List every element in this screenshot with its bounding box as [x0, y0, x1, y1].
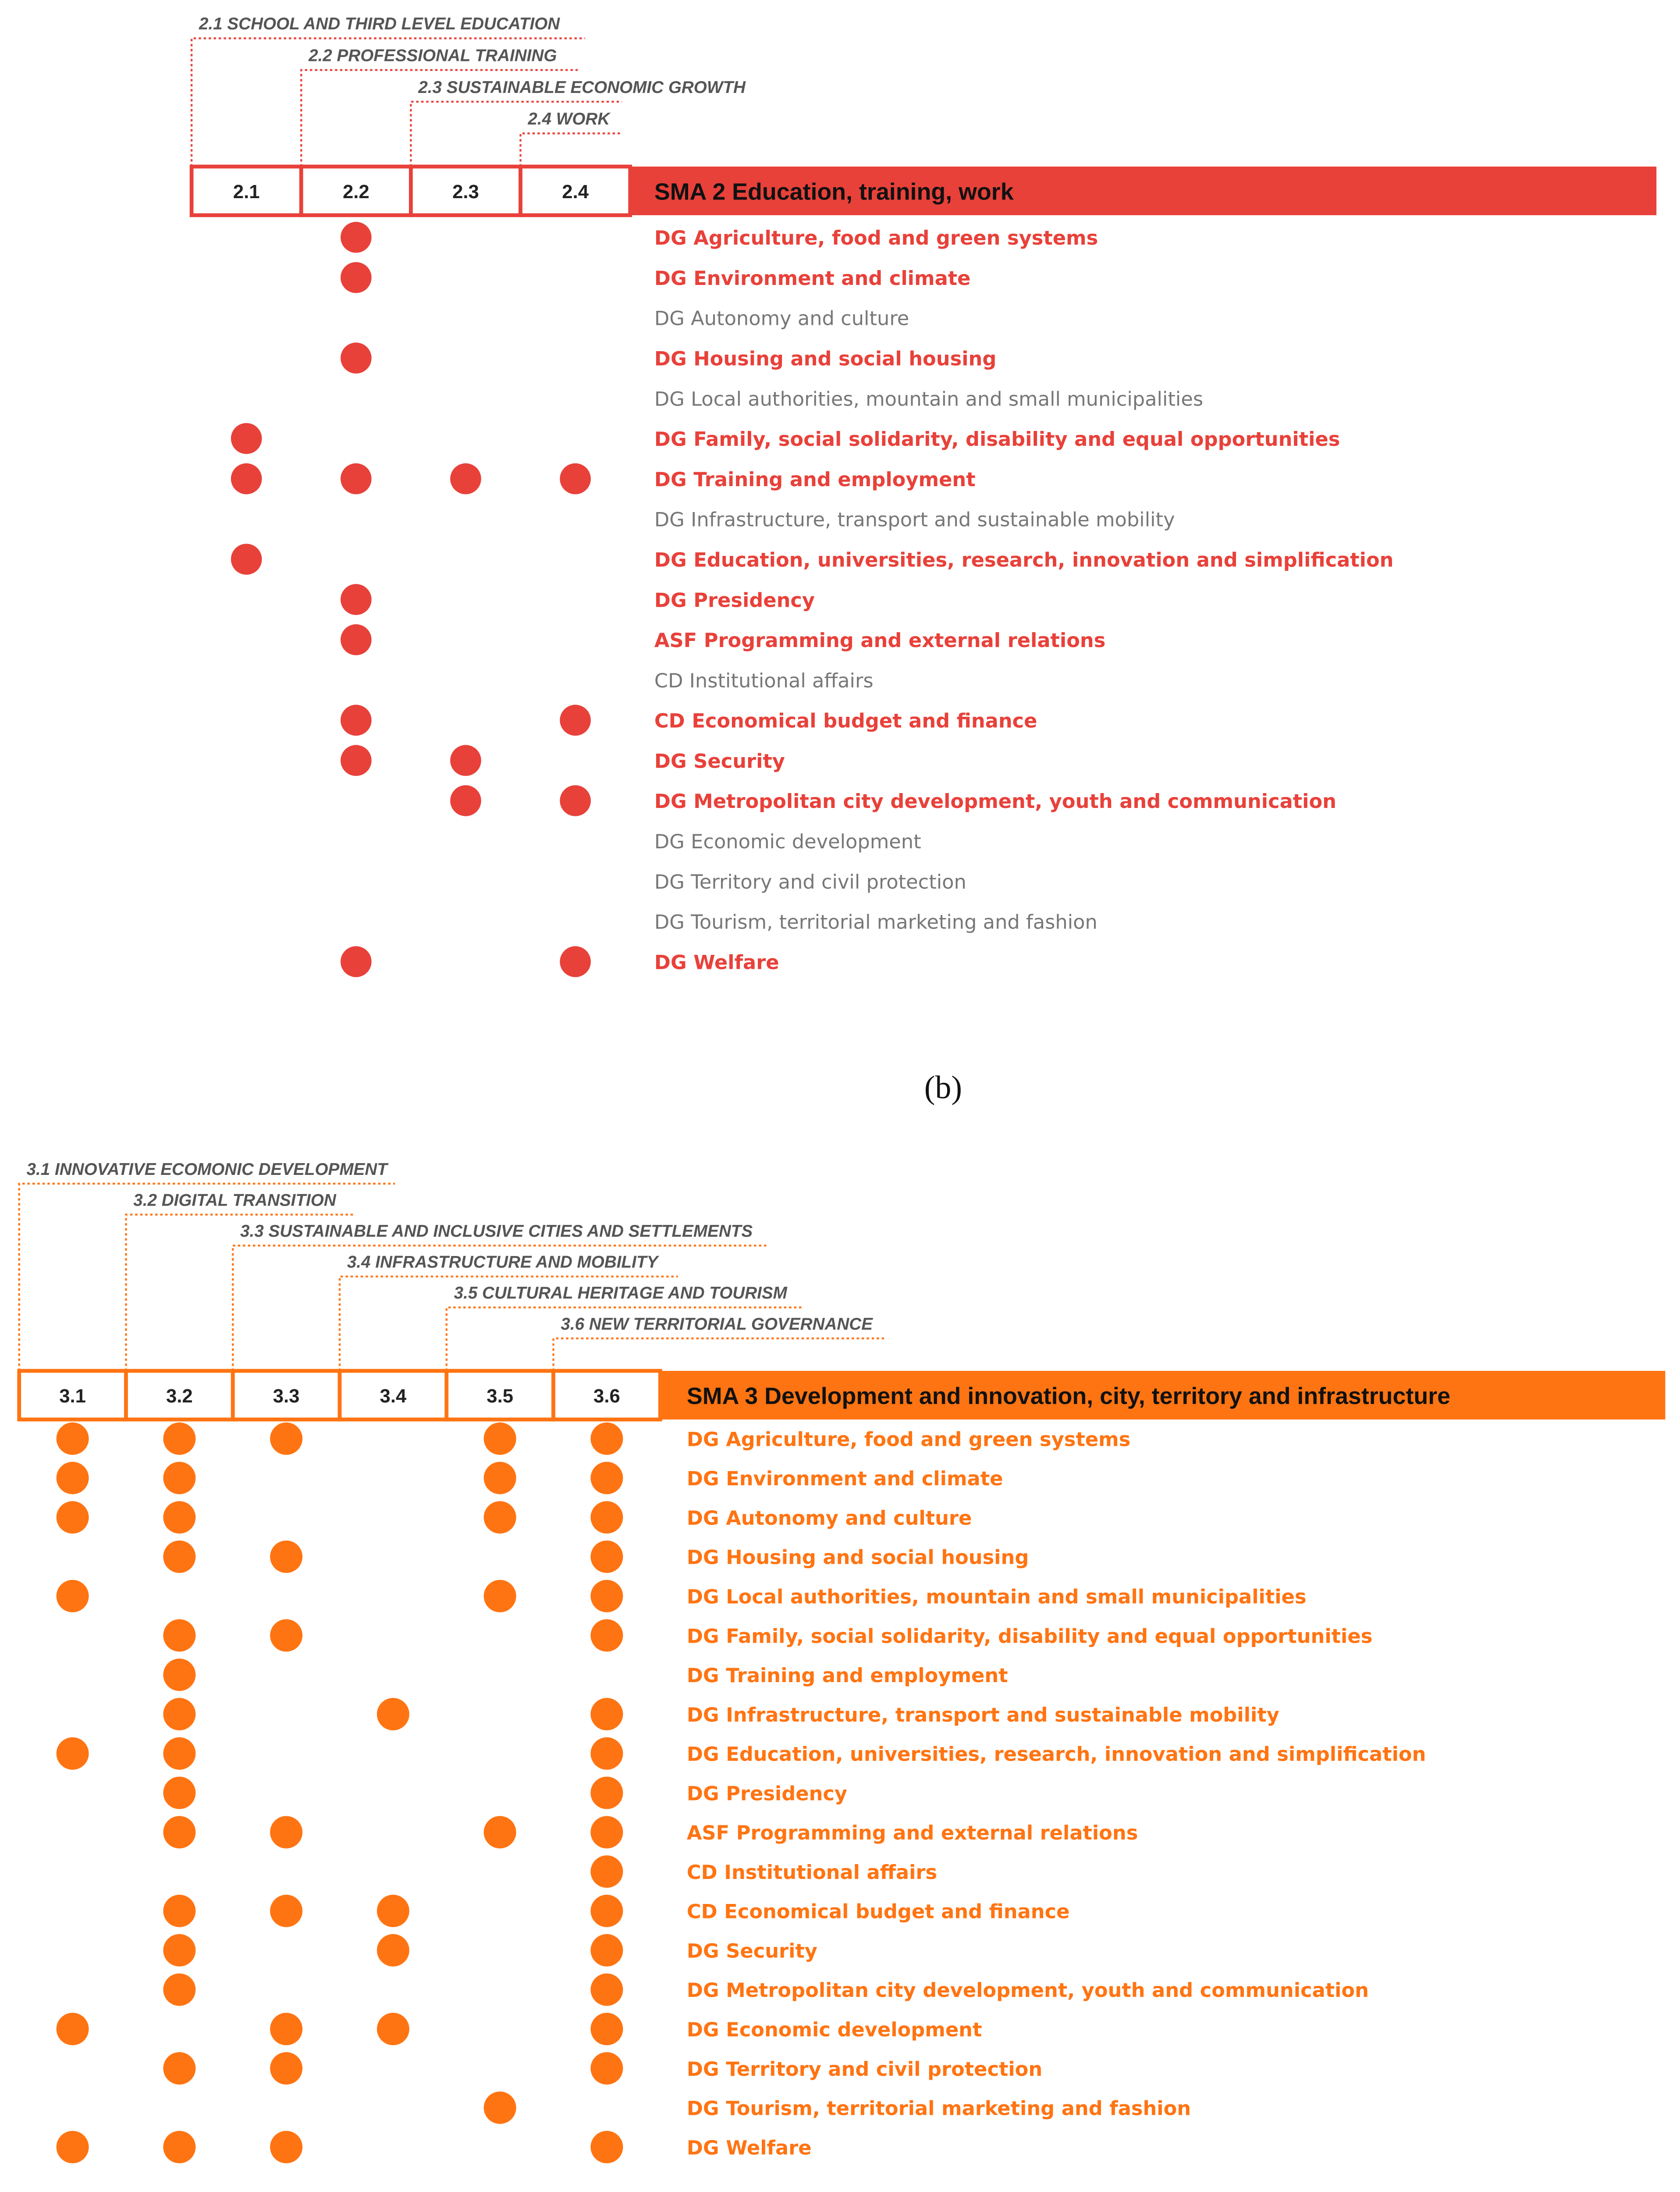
row-label: DG Welfare — [654, 950, 779, 974]
column-bracket-line — [554, 1338, 884, 1371]
matrix-dot — [270, 1619, 302, 1651]
matrix-dot — [341, 946, 372, 977]
panel-title: SMA 3 Development and innovation, city, territory and infrastructure — [686, 1383, 1451, 1409]
matrix-dot — [163, 1777, 195, 1809]
matrix-dot — [341, 262, 372, 293]
matrix-dot — [163, 1895, 195, 1927]
matrix-dot — [560, 463, 591, 495]
matrix-dot — [270, 1895, 302, 1927]
matrix-dot — [163, 1973, 195, 2006]
column-id: 3.2 — [166, 1385, 193, 1407]
matrix-dot — [560, 705, 591, 736]
row-label: ASF Programming and external relations — [654, 629, 1106, 652]
column-id: 2.4 — [562, 181, 589, 203]
row-label: DG Education, universities, research, innovation and simplification — [654, 548, 1394, 572]
column-label: 2.3 SUSTAINABLE ECONOMIC GROWTH — [418, 78, 746, 97]
matrix-dot — [163, 1619, 195, 1651]
matrix-dot — [590, 1737, 623, 1770]
panel-title: SMA 2 Education, training, work — [654, 178, 1014, 205]
matrix-dot — [57, 1501, 89, 1534]
panel-b — [192, 14, 1656, 1106]
row-label: DG Autonomy and culture — [686, 1506, 972, 1530]
matrix-dot — [163, 1658, 195, 1691]
row-label: DG Environment and climate — [654, 266, 971, 290]
matrix-dot — [590, 1501, 623, 1534]
panel-c — [19, 1160, 1666, 2192]
matrix-dot — [377, 2013, 409, 2045]
matrix-dot — [57, 1462, 89, 1494]
row-label: DG Metropolitan city development, youth and communication — [654, 790, 1337, 813]
matrix-dot — [590, 1423, 623, 1455]
row-label: DG Family, social solidarity, disability and equal opportunities — [686, 1624, 1373, 1648]
row-label: DG Agriculture, food and green systems — [686, 1427, 1131, 1451]
column-label: 2.1 SCHOOL AND THIRD LEVEL EDUCATION — [199, 14, 560, 34]
row-label: DG Autonomy and culture — [654, 306, 909, 330]
row-label: CD Economical budget and finance — [654, 709, 1037, 733]
matrix-dot — [341, 624, 372, 655]
matrix-dot — [341, 342, 372, 374]
row-label: DG Education, universities, research, innovation and simplification — [686, 1742, 1426, 1766]
row-label: DG Territory and civil protection — [686, 2057, 1043, 2081]
matrix-dot — [270, 1423, 302, 1455]
row-label: DG Agriculture, food and green systems — [654, 226, 1098, 250]
row-label: DG Family, social solidarity, disability and equal opportunities — [654, 427, 1340, 451]
matrix-dot — [231, 423, 262, 454]
matrix-dot — [590, 2131, 623, 2164]
matrix-dot — [590, 1619, 623, 1651]
column-label: 3.5 CULTURAL HERITAGE AND TOURISM — [454, 1284, 787, 1303]
column-id: 2.1 — [233, 181, 260, 203]
column-id: 3.1 — [59, 1385, 86, 1407]
row-label: DG Housing and social housing — [654, 347, 997, 370]
matrix-dot — [341, 222, 372, 253]
matrix-dot — [163, 1698, 195, 1730]
matrix-dot — [377, 1698, 409, 1730]
matrix-dot — [57, 1423, 89, 1455]
column-id: 2.3 — [452, 181, 479, 203]
matrix-dot — [341, 584, 372, 615]
matrix-dot — [163, 1541, 195, 1573]
matrix-dot — [270, 2131, 302, 2164]
matrix-dot — [270, 2052, 302, 2085]
column-id: 3.6 — [593, 1385, 620, 1407]
matrix-dot — [57, 1580, 89, 1612]
column-id: 3.4 — [380, 1385, 407, 1407]
row-label: DG Infrastructure, transport and sustainable mobility — [654, 508, 1175, 531]
row-label: DG Presidency — [686, 1782, 848, 1805]
row-label: DG Training and employment — [686, 1664, 1008, 1687]
matrix-dot — [484, 1423, 516, 1455]
column-label: 2.2 PROFESSIONAL TRAINING — [309, 46, 557, 65]
row-label: DG Security — [654, 749, 785, 773]
column-bracket-line — [521, 133, 622, 167]
matrix-dot — [590, 1462, 623, 1494]
column-label: 3.2 DIGITAL TRANSITION — [133, 1191, 336, 1210]
matrix-dot — [590, 1541, 623, 1573]
matrix-dot — [484, 1501, 516, 1534]
matrix-dot — [560, 946, 591, 977]
matrix-dot — [341, 745, 372, 776]
matrix-dot — [163, 1501, 195, 1534]
row-label: DG Presidency — [654, 588, 815, 612]
matrix-dot — [163, 2131, 195, 2164]
row-label: ASF Programming and external relations — [686, 1821, 1138, 1845]
matrix-dot — [484, 1816, 516, 1848]
row-label: CD Institutional affairs — [654, 669, 874, 692]
matrix-dot — [270, 1816, 302, 1848]
matrix-dot — [590, 1934, 623, 1967]
matrix-dot — [484, 1580, 516, 1612]
matrix-dot — [231, 463, 262, 495]
matrix-dot — [590, 1973, 623, 2006]
row-label: DG Security — [686, 1939, 817, 1963]
row-label: DG Environment and climate — [686, 1467, 1003, 1491]
column-label: 2.4 WORK — [528, 110, 610, 129]
column-id: 3.5 — [487, 1385, 514, 1407]
row-label: DG Tourism, territorial marketing and fashion — [654, 910, 1098, 934]
matrix-dot — [590, 1855, 623, 1888]
column-label: 3.6 NEW TERRITORIAL GOVERNANCE — [561, 1314, 873, 1334]
row-label: DG Training and employment — [654, 467, 976, 491]
matrix-dot — [57, 1737, 89, 1770]
matrix-dot — [57, 2131, 89, 2164]
matrix-dot — [341, 463, 372, 495]
matrix-dot — [270, 2013, 302, 2045]
matrix-dot — [560, 785, 591, 816]
row-label: DG Metropolitan city development, youth and communication — [686, 1978, 1369, 2002]
column-label: 3.1 INNOVATIVE ECOMONIC DEVELOPMENT — [26, 1160, 387, 1179]
matrix-dot — [163, 1423, 195, 1455]
matrix-dot — [163, 1462, 195, 1494]
matrix-dot — [590, 1698, 623, 1730]
panel-caption: (b) — [924, 1069, 962, 1106]
matrix-dot — [377, 1895, 409, 1927]
row-label: DG Infrastructure, transport and sustainable mobility — [686, 1703, 1279, 1726]
row-label: DG Housing and social housing — [686, 1545, 1029, 1569]
matrix-dot — [590, 1816, 623, 1848]
row-label: DG Economic development — [654, 830, 921, 854]
row-label: DG Tourism, territorial marketing and fashion — [686, 2096, 1191, 2120]
column-bracket-line — [19, 1184, 395, 1371]
matrix-dot — [163, 1934, 195, 1967]
column-label: 3.4 INFRASTRUCTURE AND MOBILITY — [347, 1253, 658, 1272]
row-label: DG Local authorities, mountain and small municipalities — [654, 387, 1204, 411]
matrix-dot — [163, 1737, 195, 1770]
row-label: DG Territory and civil protection — [654, 870, 966, 893]
matrix-dot — [590, 1580, 623, 1612]
matrix-dot — [590, 2013, 623, 2045]
row-label: DG Economic development — [686, 2018, 982, 2042]
matrix-dot — [163, 1816, 195, 1848]
row-label: CD Institutional affairs — [686, 1860, 938, 1884]
column-id: 3.3 — [273, 1385, 300, 1407]
matrix-dot — [484, 1462, 516, 1494]
column-id: 2.2 — [342, 181, 369, 203]
matrix-dot — [341, 705, 372, 736]
matrix-dot — [231, 544, 262, 575]
column-label: 3.3 SUSTAINABLE AND INCLUSIVE CITIES AND SETTLEMENTS — [240, 1221, 753, 1241]
matrix-dot — [270, 1541, 302, 1573]
matrix-dot — [484, 2092, 516, 2124]
matrix-dot — [57, 2013, 89, 2045]
row-label: CD Economical budget and finance — [686, 1900, 1070, 1923]
matrix-dot — [450, 463, 481, 495]
matrix-dot — [377, 1934, 409, 1967]
row-label: DG Welfare — [686, 2136, 812, 2160]
matrix-dot — [450, 745, 481, 776]
matrix-dot — [590, 1895, 623, 1927]
matrix-dot — [163, 2052, 195, 2085]
matrix-dot — [590, 1777, 623, 1809]
row-label: DG Local authorities, mountain and small municipalities — [686, 1585, 1307, 1608]
matrix-dot — [590, 2052, 623, 2085]
matrix-dot — [450, 785, 481, 816]
